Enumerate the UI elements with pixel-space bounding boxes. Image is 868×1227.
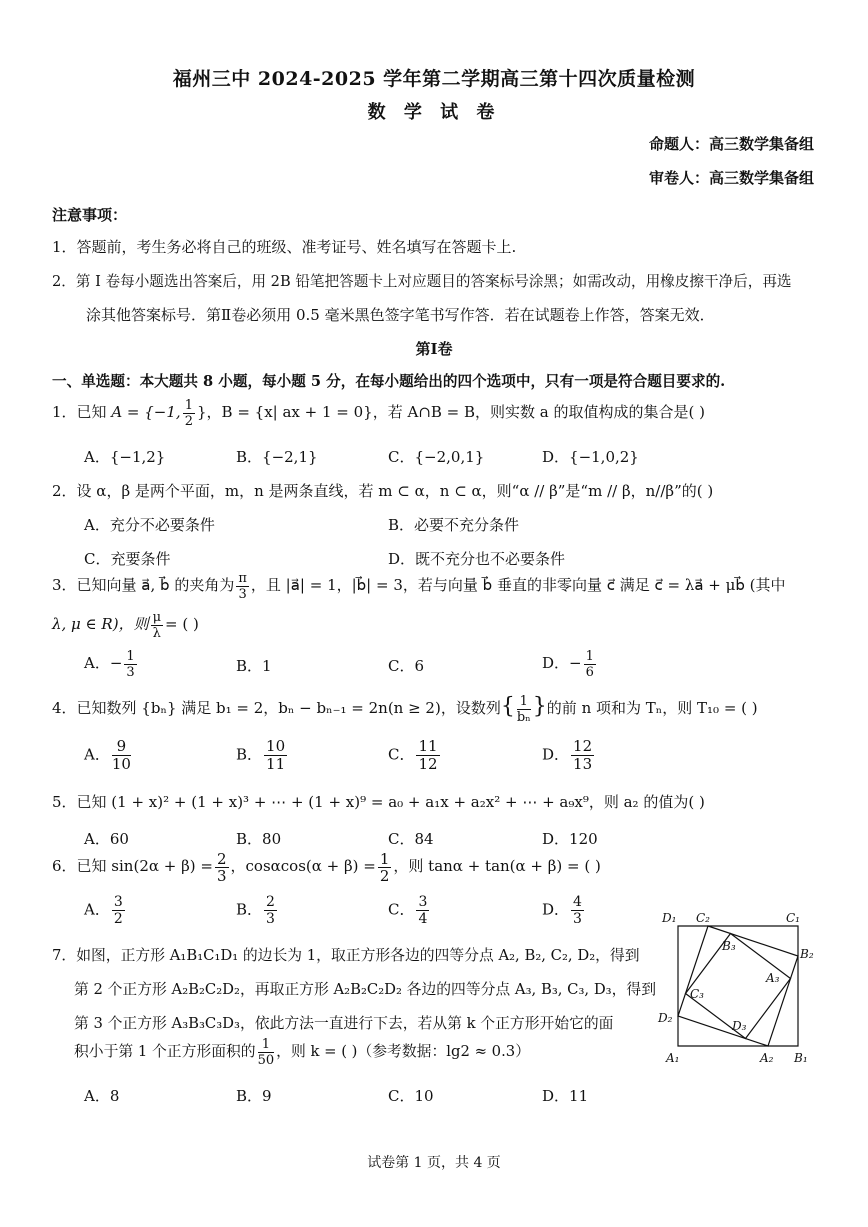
q4-opt-a-frac <box>112 738 131 773</box>
q4-opt-d-num: 12 <box>573 737 593 755</box>
q4-frac-num: 1 <box>517 694 531 710</box>
q6-frac1-den: 3 <box>216 866 227 885</box>
q4-opt-d-frac <box>571 738 594 773</box>
q4-frac-den: bₙ <box>516 709 531 725</box>
q6-opt-b-frac <box>264 894 277 927</box>
question-5-stem: 5．已知 (1 + x)² + (1 + x)³ + ⋯ + (1 + x)⁹ = a₀ + a₁x + a₂x² + ⋯ + a₉x⁹，则 a₂ 的值为( ) <box>52 793 705 811</box>
q6-frac-2 <box>378 851 392 884</box>
q5-option-d: D．120 <box>542 830 598 848</box>
q3-text-a: 3．已知向量 a⃗, b⃗ 的夹角为 <box>52 576 235 594</box>
q5-option-b: B．80 <box>236 830 282 848</box>
notice-item-2b: 涂其他答案标号．第Ⅱ卷必须用 0.5 毫米黑色签字笔书写作答．若在试题卷上作答，答案无效． <box>86 306 715 324</box>
q3-opt-d-pre: D．− <box>542 654 582 672</box>
q6-opt-b-num: 2 <box>266 894 275 910</box>
q2-option-a: A．充分不必要条件 <box>84 516 215 534</box>
q5-option-c: C．84 <box>388 830 434 848</box>
q6-opt-c-num: 3 <box>418 894 428 910</box>
q6-opt-a-frac <box>112 894 125 927</box>
q6-text-b: ，cosαcos(α + β) = <box>230 857 376 875</box>
q6-opt-b-den: 3 <box>266 911 275 927</box>
q1-option-d: D．{−1,0,2} <box>542 448 639 466</box>
q6-frac-1 <box>215 851 229 884</box>
q4-opt-d-den: 13 <box>573 755 593 773</box>
question-6-stem <box>52 850 601 884</box>
q2-option-b: B．必要不充分条件 <box>388 516 520 534</box>
q5-option-a: A．60 <box>84 830 129 848</box>
label-b2: B₂ <box>800 947 814 961</box>
q2-option-d: D．既不充分也不必要条件 <box>388 550 566 568</box>
label-b1: B₁ <box>794 1051 808 1065</box>
q7-text-b: ，则 k = ( )（参考数据：lg2 ≈ 0.3） <box>276 1043 530 1060</box>
q1-text-b: A = {−1, <box>111 403 181 421</box>
q3-opt-a-pre: A．− <box>84 654 123 672</box>
exam-subtitle: 数 学 试 卷 <box>367 102 501 123</box>
q4-option-a <box>84 738 133 773</box>
q4-text-b: 的前 n 项和为 Tₙ，则 T₁₀ = ( ) <box>546 699 758 717</box>
q4-opt-b-num: 10 <box>266 737 286 755</box>
q6-opt-c-pre: C． <box>388 900 415 919</box>
q6-opt-d-pre: D． <box>542 900 570 919</box>
q3-option-d <box>542 648 598 680</box>
q6-opt-a-pre: A． <box>84 900 110 919</box>
q6-opt-c-den: 4 <box>418 911 428 927</box>
q3-opt-a-den: 3 <box>126 664 135 680</box>
q1-text-c: }，B = {x| ax + 1 = 0}，若 A∩B = B，则实数 a 的取值构成的集合是( ) <box>196 403 705 421</box>
q7-text-a: 积小于第 1 个正方形面积的 <box>74 1043 256 1060</box>
label-d1: D₁ <box>662 911 677 925</box>
question-3-stem-line2 <box>52 609 199 641</box>
nested-squares-figure <box>656 906 820 1072</box>
label-d2: D₂ <box>658 1011 673 1025</box>
q7-frac-den: 50 <box>257 1052 275 1068</box>
q3-ratio-num: μ <box>152 609 162 625</box>
q6-option-c <box>388 894 431 927</box>
q3-text-b: ，且 |a⃗| = 1，|b⃗| = 3，若与向量 b⃗ 垂直的非零向量 c⃗ 满足 c⃗ = λa⃗ + μb⃗ (其中 <box>250 576 786 594</box>
q6-frac2-num: 1 <box>379 849 390 868</box>
q6-opt-a-num: 3 <box>113 894 123 910</box>
label-c2: C₂ <box>696 911 710 925</box>
q4-text-a: 4．已知数列 {bₙ} 满足 b₁ = 2，bₙ − bₙ₋₁ = 2n(n ≥ 2)，设数列 <box>52 699 501 717</box>
q7-fraction <box>258 1037 275 1068</box>
q7-option-b: B．9 <box>236 1087 272 1105</box>
label-a2: A₂ <box>760 1051 774 1065</box>
q3-ratio-den: λ <box>152 625 161 641</box>
q6-opt-a-den: 2 <box>113 911 123 927</box>
q7-frac-num: 1 <box>258 1037 275 1053</box>
q3-option-a <box>84 648 139 680</box>
q4-opt-c-den: 12 <box>418 755 438 773</box>
q3-option-c: C．6 <box>388 657 425 675</box>
question-7-line-3: 第 3 个正方形 A₃B₃C₃D₃，依此方法一直进行下去，若从第 k 个正方形开始它的面 <box>74 1015 614 1032</box>
exam-title: 福州三中 2024-2025 学年第二学期高三第十四次质量检测 <box>172 68 696 90</box>
q3-opt-a-frac <box>124 649 136 680</box>
q4-option-b <box>236 738 289 773</box>
q1-frac-num: 1 <box>184 397 193 413</box>
q1-option-b: B．{−2,1} <box>236 448 318 466</box>
q3-opt-d-frac <box>584 649 596 680</box>
q3-opt-d-num: 1 <box>585 648 594 664</box>
notice-item-1: 1．答题前，考生务必将自己的班级、准考证号、姓名填写在答题卡上. <box>52 238 517 256</box>
q7-option-d: D．11 <box>542 1087 589 1105</box>
q4-fraction <box>517 694 531 725</box>
q4-opt-b-pre: B． <box>236 745 263 764</box>
q4-opt-a-den: 10 <box>111 755 131 773</box>
q3-opt-a-num: 1 <box>126 648 135 664</box>
q6-option-d <box>542 894 586 927</box>
q7-option-a: A．8 <box>84 1087 120 1105</box>
notice-item-2a: 2．第 Ⅰ 卷每小题选出答案后，用 2B 铅笔把答题卡上对应题目的答案标号涂黑；如需改动，用橡皮擦干净后，再选 <box>52 273 792 290</box>
q6-opt-d-den: 3 <box>573 911 582 927</box>
q4-opt-b-frac <box>264 738 287 773</box>
q6-text-c: ，则 tanα + tan(α + β) = ( ) <box>393 857 601 875</box>
notice-heading: 注意事项： <box>52 206 128 224</box>
q4-opt-c-frac <box>416 738 439 773</box>
label-c3: C₃ <box>690 987 704 1001</box>
q4-option-c <box>388 738 442 773</box>
q6-frac2-den: 2 <box>379 866 390 885</box>
q3-fraction <box>236 571 249 602</box>
q2-option-c: C．充要条件 <box>84 550 171 568</box>
q3-text-d: = ( ) <box>165 615 199 633</box>
q4-opt-d-pre: D． <box>542 745 570 764</box>
q4-opt-c-num: 11 <box>418 737 438 755</box>
reviewer-line: 审卷人：高三数学集备组 <box>648 169 814 187</box>
question-3-stem <box>52 570 786 602</box>
label-a1: A₁ <box>666 1051 680 1065</box>
question-2-stem: 2．设 α，β 是两个平面，m，n 是两条直线，若 m ⊂ α，n ⊂ α，则“α // β”是“m // β，n//β”的( ) <box>52 482 714 500</box>
q7-option-c: C．10 <box>388 1087 434 1105</box>
question-7-line-2: 第 2 个正方形 A₂B₂C₂D₂，再取正方形 A₂B₂C₂D₂ 各边的四等分点 A₃, B₃, C₃, D₃，得到 <box>74 981 657 998</box>
label-b3: B₃ <box>722 939 736 953</box>
q1-text-a: 1．已知 <box>52 403 107 421</box>
q6-opt-b-pre: B． <box>236 900 263 919</box>
q3-ratio-fraction <box>151 610 163 641</box>
author-line: 命题人：高三数学集备组 <box>648 135 814 153</box>
q4-opt-a-num: 9 <box>112 738 131 756</box>
q3-option-b: B．1 <box>236 657 272 675</box>
q6-opt-d-num: 4 <box>573 894 582 910</box>
volume-heading: 第Ⅰ卷 <box>415 340 453 358</box>
question-7-line-4 <box>74 1036 530 1068</box>
q4-option-d <box>542 738 596 773</box>
q6-option-a <box>84 894 127 927</box>
q6-opt-c-frac <box>416 894 429 927</box>
label-c1: C₁ <box>786 911 800 925</box>
q6-text-a: 6．已知 sin(2α + β) = <box>52 857 213 875</box>
q1-option-a: A．{−1,2} <box>84 448 166 466</box>
q1-frac-den: 2 <box>184 413 193 429</box>
label-d3: D₃ <box>732 1019 747 1033</box>
q3-frac-num: π <box>238 570 247 586</box>
q4-opt-b-den: 11 <box>266 755 286 773</box>
q4-opt-a-pre: A． <box>84 745 110 764</box>
q6-frac1-num: 2 <box>216 849 227 868</box>
q3-text-c: λ, μ ∈ R)，则 <box>52 615 149 633</box>
q1-option-c: C．{−2,0,1} <box>388 448 485 466</box>
q1-fraction <box>183 398 195 429</box>
q3-opt-d-den: 6 <box>585 664 594 680</box>
question-4-stem: 4．已知数列 {bₙ} 满足 b₁ = 2，bₙ − bₙ₋₁ = 2n(n ≥ 2)，设数列{ $\frac{1}{\text{bₙ}}$ }的前 n 项和为 Tₙ，则 T₁₀ = ( ) <box>52 693 758 725</box>
q6-opt-d-frac <box>571 894 584 927</box>
label-a3: A₃ <box>766 971 780 985</box>
q4-opt-c-pre: C． <box>388 745 415 764</box>
page-footer: 试卷第 1 页，共 4 页 <box>367 1155 501 1171</box>
q6-option-b <box>236 894 279 927</box>
question-1-stem <box>52 397 705 429</box>
question-7-line-1: 7．如图，正方形 A₁B₁C₁D₁ 的边长为 1，取正方形各边的四等分点 A₂, B₂, C₂, D₂，得到 <box>52 947 640 964</box>
part1-heading: 一、单选题：本大题共 8 小题，每小题 5 分，在每小题给出的四个选项中，只有一项是符合题目要求的. <box>52 373 726 390</box>
q3-frac-den: 3 <box>238 586 247 602</box>
